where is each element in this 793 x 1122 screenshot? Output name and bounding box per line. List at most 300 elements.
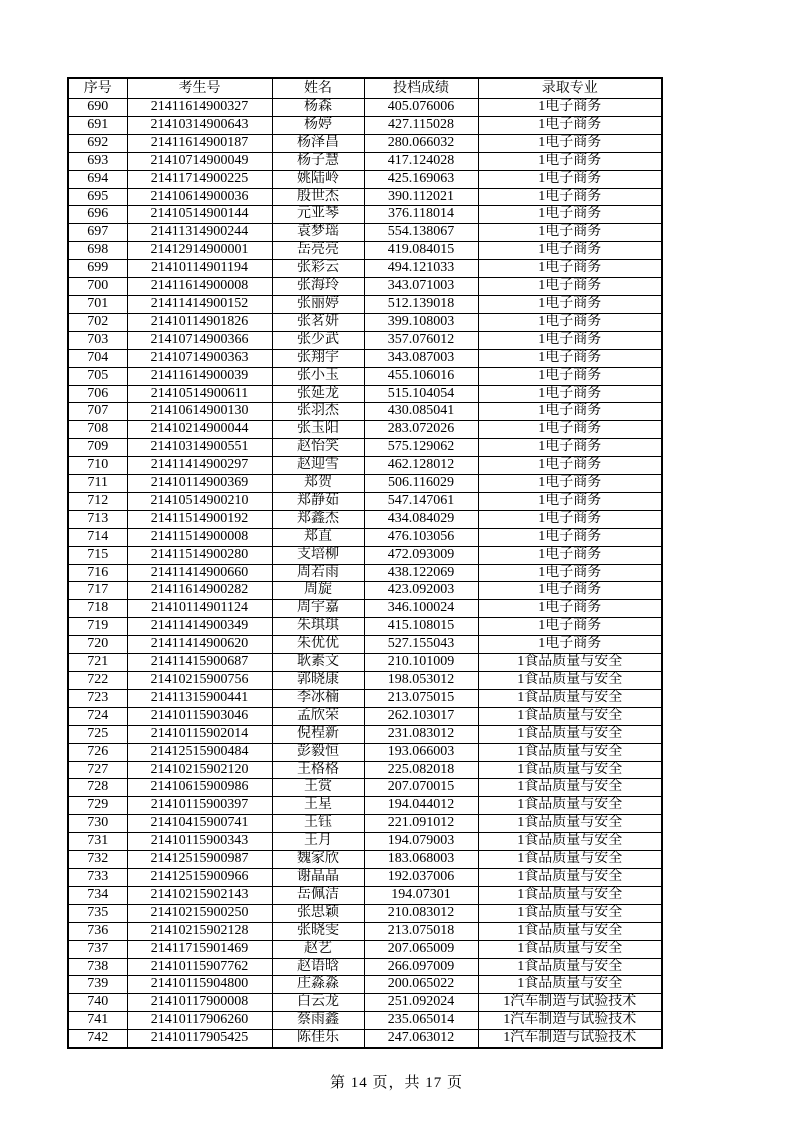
cell-major: 1食品质量与安全: [478, 725, 662, 743]
cell-score: 419.084015: [364, 242, 478, 260]
cell-candidate-id: 21411514900192: [127, 510, 272, 528]
table-row: [68, 1012, 662, 1030]
table-row: [68, 492, 662, 510]
table-row: [68, 295, 662, 313]
cell-index: 721: [68, 654, 127, 672]
table-row: [68, 582, 662, 600]
cell-name: 蔡雨鑫: [272, 1012, 364, 1030]
cell-major: 1电子商务: [478, 457, 662, 475]
cell-candidate-id: 21411614900282: [127, 582, 272, 600]
cell-major: 1电子商务: [478, 278, 662, 296]
cell-major: 1电子商务: [478, 313, 662, 331]
cell-candidate-id: 21410714900366: [127, 331, 272, 349]
table-row: [68, 99, 662, 117]
cell-candidate-id: 21410114901826: [127, 313, 272, 331]
cell-candidate-id: 21411714900225: [127, 170, 272, 188]
column-header-name: 姓名: [272, 78, 364, 99]
cell-candidate-id: 21411514900280: [127, 546, 272, 564]
cell-candidate-id: 21412515900987: [127, 851, 272, 869]
column-header-candidate-id: 考生号: [127, 78, 272, 99]
cell-major: 1电子商务: [478, 260, 662, 278]
cell-name: 张丽婷: [272, 295, 364, 313]
cell-index: 701: [68, 295, 127, 313]
cell-candidate-id: 21410117906260: [127, 1012, 272, 1030]
cell-candidate-id: 21410215902128: [127, 922, 272, 940]
table-row: [68, 707, 662, 725]
cell-index: 691: [68, 116, 127, 134]
cell-name: 周宇嘉: [272, 600, 364, 618]
cell-index: 709: [68, 439, 127, 457]
cell-score: 476.103056: [364, 528, 478, 546]
table-header-row: [68, 78, 662, 99]
table-row: [68, 833, 662, 851]
cell-score: 415.108015: [364, 618, 478, 636]
cell-score: 343.087003: [364, 349, 478, 367]
cell-score: 213.075018: [364, 922, 478, 940]
table-row: [68, 510, 662, 528]
cell-name: 郑鑫杰: [272, 510, 364, 528]
cell-score: 194.079003: [364, 833, 478, 851]
cell-candidate-id: 21410115907762: [127, 958, 272, 976]
cell-candidate-id: 21411415900687: [127, 654, 272, 672]
cell-score: 266.097009: [364, 958, 478, 976]
cell-major: 1食品质量与安全: [478, 672, 662, 690]
cell-index: 740: [68, 994, 127, 1012]
cell-candidate-id: 21412515900484: [127, 743, 272, 761]
column-header-score: 投档成绩: [364, 78, 478, 99]
cell-index: 705: [68, 367, 127, 385]
cell-score: 423.092003: [364, 582, 478, 600]
table-row: [68, 654, 662, 672]
cell-index: 694: [68, 170, 127, 188]
cell-major: 1食品质量与安全: [478, 779, 662, 797]
cell-major: 1电子商务: [478, 403, 662, 421]
cell-index: 712: [68, 492, 127, 510]
cell-score: 554.138067: [364, 224, 478, 242]
cell-candidate-id: 21410615900986: [127, 779, 272, 797]
cell-candidate-id: 21410215902143: [127, 886, 272, 904]
cell-score: 506.116029: [364, 475, 478, 493]
cell-index: 741: [68, 1012, 127, 1030]
cell-name: 姚陆岭: [272, 170, 364, 188]
table-row: [68, 922, 662, 940]
cell-index: 696: [68, 206, 127, 224]
table-row: [68, 868, 662, 886]
cell-major: 1食品质量与安全: [478, 976, 662, 994]
table-row: [68, 206, 662, 224]
cell-score: 251.092024: [364, 994, 478, 1012]
cell-candidate-id: 21410115903046: [127, 707, 272, 725]
cell-name: 白云龙: [272, 994, 364, 1012]
cell-candidate-id: 21410614900130: [127, 403, 272, 421]
cell-score: 434.084029: [364, 510, 478, 528]
cell-score: 183.068003: [364, 851, 478, 869]
cell-name: 郭晓康: [272, 672, 364, 690]
table-row: [68, 457, 662, 475]
cell-score: 455.106016: [364, 367, 478, 385]
cell-candidate-id: 21410714900049: [127, 152, 272, 170]
cell-score: 213.075015: [364, 689, 478, 707]
cell-name: 张翔宇: [272, 349, 364, 367]
table-row: [68, 331, 662, 349]
cell-major: 1食品质量与安全: [478, 868, 662, 886]
cell-name: 赵怡笑: [272, 439, 364, 457]
cell-index: 724: [68, 707, 127, 725]
cell-index: 708: [68, 421, 127, 439]
cell-score: 430.085041: [364, 403, 478, 421]
cell-score: 515.104054: [364, 385, 478, 403]
cell-name: 孟欣荣: [272, 707, 364, 725]
cell-major: 1电子商务: [478, 99, 662, 117]
cell-name: 郑直: [272, 528, 364, 546]
cell-index: 699: [68, 260, 127, 278]
table-row: [68, 170, 662, 188]
cell-candidate-id: 21410114900369: [127, 475, 272, 493]
cell-score: 198.053012: [364, 672, 478, 690]
cell-score: 399.108003: [364, 313, 478, 331]
page-footer: 第 14 页，共 17 页: [329, 1075, 463, 1091]
cell-name: 陈佳乐: [272, 1030, 364, 1048]
cell-candidate-id: 21412914900001: [127, 242, 272, 260]
cell-candidate-id: 21410215902120: [127, 761, 272, 779]
cell-major: 1电子商务: [478, 546, 662, 564]
cell-score: 192.037006: [364, 868, 478, 886]
cell-candidate-id: 21411414900297: [127, 457, 272, 475]
cell-major: 1电子商务: [478, 475, 662, 493]
cell-score: 207.070015: [364, 779, 478, 797]
table-row: [68, 385, 662, 403]
cell-candidate-id: 21410514900210: [127, 492, 272, 510]
cell-index: 713: [68, 510, 127, 528]
table-row: [68, 689, 662, 707]
cell-index: 723: [68, 689, 127, 707]
cell-candidate-id: 21411414900620: [127, 636, 272, 654]
cell-index: 732: [68, 851, 127, 869]
table-row: [68, 779, 662, 797]
cell-candidate-id: 21410115900397: [127, 797, 272, 815]
cell-score: 425.169063: [364, 170, 478, 188]
cell-score: 231.083012: [364, 725, 478, 743]
cell-name: 王格格: [272, 761, 364, 779]
cell-index: 738: [68, 958, 127, 976]
column-header-index: 序号: [68, 78, 127, 99]
table-row: [68, 367, 662, 385]
cell-score: 225.082018: [364, 761, 478, 779]
cell-index: 730: [68, 815, 127, 833]
table-row: [68, 349, 662, 367]
table-row: [68, 475, 662, 493]
cell-index: 733: [68, 868, 127, 886]
cell-major: 1食品质量与安全: [478, 797, 662, 815]
cell-name: 张羽杰: [272, 403, 364, 421]
cell-name: 张延龙: [272, 385, 364, 403]
table-row: [68, 976, 662, 994]
cell-name: 杨子慧: [272, 152, 364, 170]
table-row: [68, 242, 662, 260]
cell-index: 690: [68, 99, 127, 117]
cell-name: 王月: [272, 833, 364, 851]
cell-index: 736: [68, 922, 127, 940]
cell-score: 575.129062: [364, 439, 478, 457]
cell-major: 1食品质量与安全: [478, 707, 662, 725]
cell-score: 221.091012: [364, 815, 478, 833]
cell-candidate-id: 21411315900441: [127, 689, 272, 707]
cell-candidate-id: 21410117905425: [127, 1030, 272, 1048]
cell-index: 729: [68, 797, 127, 815]
cell-major: 1电子商务: [478, 367, 662, 385]
cell-index: 716: [68, 564, 127, 582]
cell-candidate-id: 21410714900363: [127, 349, 272, 367]
cell-score: 247.063012: [364, 1030, 478, 1048]
cell-index: 706: [68, 385, 127, 403]
cell-major: 1电子商务: [478, 242, 662, 260]
cell-score: 472.093009: [364, 546, 478, 564]
cell-index: 720: [68, 636, 127, 654]
cell-candidate-id: 21411614900008: [127, 278, 272, 296]
table-row: [68, 815, 662, 833]
cell-candidate-id: 21410314900551: [127, 439, 272, 457]
cell-name: 赵艺: [272, 940, 364, 958]
cell-name: 杨森: [272, 99, 364, 117]
cell-major: 1食品质量与安全: [478, 904, 662, 922]
table-row: [68, 636, 662, 654]
table-row: [68, 313, 662, 331]
cell-index: 735: [68, 904, 127, 922]
cell-index: 695: [68, 188, 127, 206]
cell-score: 194.044012: [364, 797, 478, 815]
cell-name: 李冰楠: [272, 689, 364, 707]
cell-name: 彭毅恒: [272, 743, 364, 761]
cell-index: 715: [68, 546, 127, 564]
cell-candidate-id: 21410114901194: [127, 260, 272, 278]
table-row: [68, 188, 662, 206]
cell-major: 1电子商务: [478, 152, 662, 170]
cell-candidate-id: 21411414900349: [127, 618, 272, 636]
cell-index: 698: [68, 242, 127, 260]
table-row: [68, 797, 662, 815]
cell-index: 702: [68, 313, 127, 331]
cell-name: 王赏: [272, 779, 364, 797]
cell-major: 1食品质量与安全: [478, 851, 662, 869]
table-row: [68, 743, 662, 761]
cell-candidate-id: 21411614900039: [127, 367, 272, 385]
table-row: [68, 904, 662, 922]
cell-score: 200.065022: [364, 976, 478, 994]
cell-name: 袁梦瑶: [272, 224, 364, 242]
cell-major: 1食品质量与安全: [478, 886, 662, 904]
cell-score: 346.100024: [364, 600, 478, 618]
cell-major: 1食品质量与安全: [478, 815, 662, 833]
cell-index: 728: [68, 779, 127, 797]
cell-major: 1电子商务: [478, 510, 662, 528]
cell-name: 王星: [272, 797, 364, 815]
cell-major: 1电子商务: [478, 385, 662, 403]
cell-name: 郑静茹: [272, 492, 364, 510]
cell-major: 1食品质量与安全: [478, 654, 662, 672]
cell-name: 殷世杰: [272, 188, 364, 206]
cell-candidate-id: 21411414900152: [127, 295, 272, 313]
cell-major: 1电子商务: [478, 492, 662, 510]
cell-candidate-id: 21410215900250: [127, 904, 272, 922]
cell-major: 1电子商务: [478, 618, 662, 636]
cell-name: 张晓雯: [272, 922, 364, 940]
cell-score: 343.071003: [364, 278, 478, 296]
cell-major: 1汽车制造与试验技术: [478, 994, 662, 1012]
table-row: [68, 600, 662, 618]
cell-index: 704: [68, 349, 127, 367]
cell-index: 710: [68, 457, 127, 475]
cell-score: 405.076006: [364, 99, 478, 117]
cell-index: 717: [68, 582, 127, 600]
table-row: [68, 851, 662, 869]
column-header-major: 录取专业: [478, 78, 662, 99]
table-row: [68, 564, 662, 582]
table-row: [68, 152, 662, 170]
cell-score: 427.115028: [364, 116, 478, 134]
cell-name: 耿素文: [272, 654, 364, 672]
cell-major: 1食品质量与安全: [478, 833, 662, 851]
cell-major: 1电子商务: [478, 188, 662, 206]
cell-candidate-id: 21411614900187: [127, 134, 272, 152]
cell-score: 193.066003: [364, 743, 478, 761]
cell-index: 714: [68, 528, 127, 546]
cell-major: 1食品质量与安全: [478, 922, 662, 940]
cell-score: 283.072026: [364, 421, 478, 439]
cell-candidate-id: 21410115904800: [127, 976, 272, 994]
table-row: [68, 224, 662, 242]
table-row: [68, 725, 662, 743]
cell-score: 494.121033: [364, 260, 478, 278]
cell-candidate-id: 21410115902014: [127, 725, 272, 743]
cell-name: 张少武: [272, 331, 364, 349]
cell-score: 235.065014: [364, 1012, 478, 1030]
cell-name: 王钰: [272, 815, 364, 833]
cell-candidate-id: 21411314900244: [127, 224, 272, 242]
cell-name: 岳佩洁: [272, 886, 364, 904]
cell-score: 210.101009: [364, 654, 478, 672]
cell-major: 1电子商务: [478, 349, 662, 367]
cell-candidate-id: 21410614900036: [127, 188, 272, 206]
cell-index: 692: [68, 134, 127, 152]
cell-index: 697: [68, 224, 127, 242]
cell-index: 725: [68, 725, 127, 743]
cell-score: 390.112021: [364, 188, 478, 206]
table-row: [68, 940, 662, 958]
cell-index: 711: [68, 475, 127, 493]
table-row: [68, 528, 662, 546]
cell-index: 722: [68, 672, 127, 690]
cell-score: 376.118014: [364, 206, 478, 224]
table-row: [68, 546, 662, 564]
table-row: [68, 116, 662, 134]
cell-name: 张小玉: [272, 367, 364, 385]
cell-name: 郑贺: [272, 475, 364, 493]
cell-major: 1电子商务: [478, 421, 662, 439]
table-row: [68, 1030, 662, 1048]
cell-score: 417.124028: [364, 152, 478, 170]
cell-major: 1电子商务: [478, 439, 662, 457]
cell-candidate-id: 21411414900660: [127, 564, 272, 582]
cell-score: 438.122069: [364, 564, 478, 582]
cell-candidate-id: 21412515900966: [127, 868, 272, 886]
cell-name: 张海玲: [272, 278, 364, 296]
cell-index: 719: [68, 618, 127, 636]
table-row: [68, 761, 662, 779]
cell-candidate-id: 21410214900044: [127, 421, 272, 439]
cell-index: 737: [68, 940, 127, 958]
cell-major: 1电子商务: [478, 116, 662, 134]
cell-score: 512.139018: [364, 295, 478, 313]
cell-major: 1电子商务: [478, 600, 662, 618]
cell-major: 1电子商务: [478, 206, 662, 224]
table-row: [68, 618, 662, 636]
cell-index: 731: [68, 833, 127, 851]
cell-name: 周若雨: [272, 564, 364, 582]
cell-candidate-id: 21410514900611: [127, 385, 272, 403]
cell-name: 赵语晗: [272, 958, 364, 976]
cell-major: 1食品质量与安全: [478, 958, 662, 976]
cell-candidate-id: 21411614900327: [127, 99, 272, 117]
cell-major: 1汽车制造与试验技术: [478, 1030, 662, 1048]
cell-name: 元亚琴: [272, 206, 364, 224]
cell-major: 1汽车制造与试验技术: [478, 1012, 662, 1030]
cell-major: 1食品质量与安全: [478, 743, 662, 761]
cell-major: 1电子商务: [478, 636, 662, 654]
table-row: [68, 994, 662, 1012]
table-row: [68, 278, 662, 296]
cell-score: 357.076012: [364, 331, 478, 349]
cell-major: 1电子商务: [478, 224, 662, 242]
cell-name: 张茗妍: [272, 313, 364, 331]
cell-name: 杨泽昌: [272, 134, 364, 152]
cell-major: 1食品质量与安全: [478, 761, 662, 779]
cell-index: 726: [68, 743, 127, 761]
cell-name: 魏家欣: [272, 851, 364, 869]
table-row: [68, 421, 662, 439]
cell-index: 727: [68, 761, 127, 779]
admission-table: [67, 77, 663, 1049]
cell-score: 207.065009: [364, 940, 478, 958]
cell-candidate-id: 21411715901469: [127, 940, 272, 958]
cell-name: 朱优优: [272, 636, 364, 654]
cell-candidate-id: 21410115900343: [127, 833, 272, 851]
cell-major: 1电子商务: [478, 170, 662, 188]
cell-name: 朱琪琪: [272, 618, 364, 636]
cell-candidate-id: 21410514900144: [127, 206, 272, 224]
cell-major: 1电子商务: [478, 564, 662, 582]
cell-candidate-id: 21410415900741: [127, 815, 272, 833]
cell-index: 734: [68, 886, 127, 904]
cell-score: 210.083012: [364, 904, 478, 922]
cell-candidate-id: 21410117900008: [127, 994, 272, 1012]
cell-score: 194.07301: [364, 886, 478, 904]
cell-score: 547.147061: [364, 492, 478, 510]
cell-score: 462.128012: [364, 457, 478, 475]
cell-major: 1电子商务: [478, 331, 662, 349]
cell-name: 杨婷: [272, 116, 364, 134]
table-row: [68, 260, 662, 278]
cell-index: 700: [68, 278, 127, 296]
cell-candidate-id: 21410314900643: [127, 116, 272, 134]
cell-index: 693: [68, 152, 127, 170]
cell-major: 1电子商务: [478, 528, 662, 546]
table-row: [68, 403, 662, 421]
cell-name: 张彩云: [272, 260, 364, 278]
cell-index: 742: [68, 1030, 127, 1048]
cell-index: 703: [68, 331, 127, 349]
cell-name: 倪程新: [272, 725, 364, 743]
cell-index: 739: [68, 976, 127, 994]
